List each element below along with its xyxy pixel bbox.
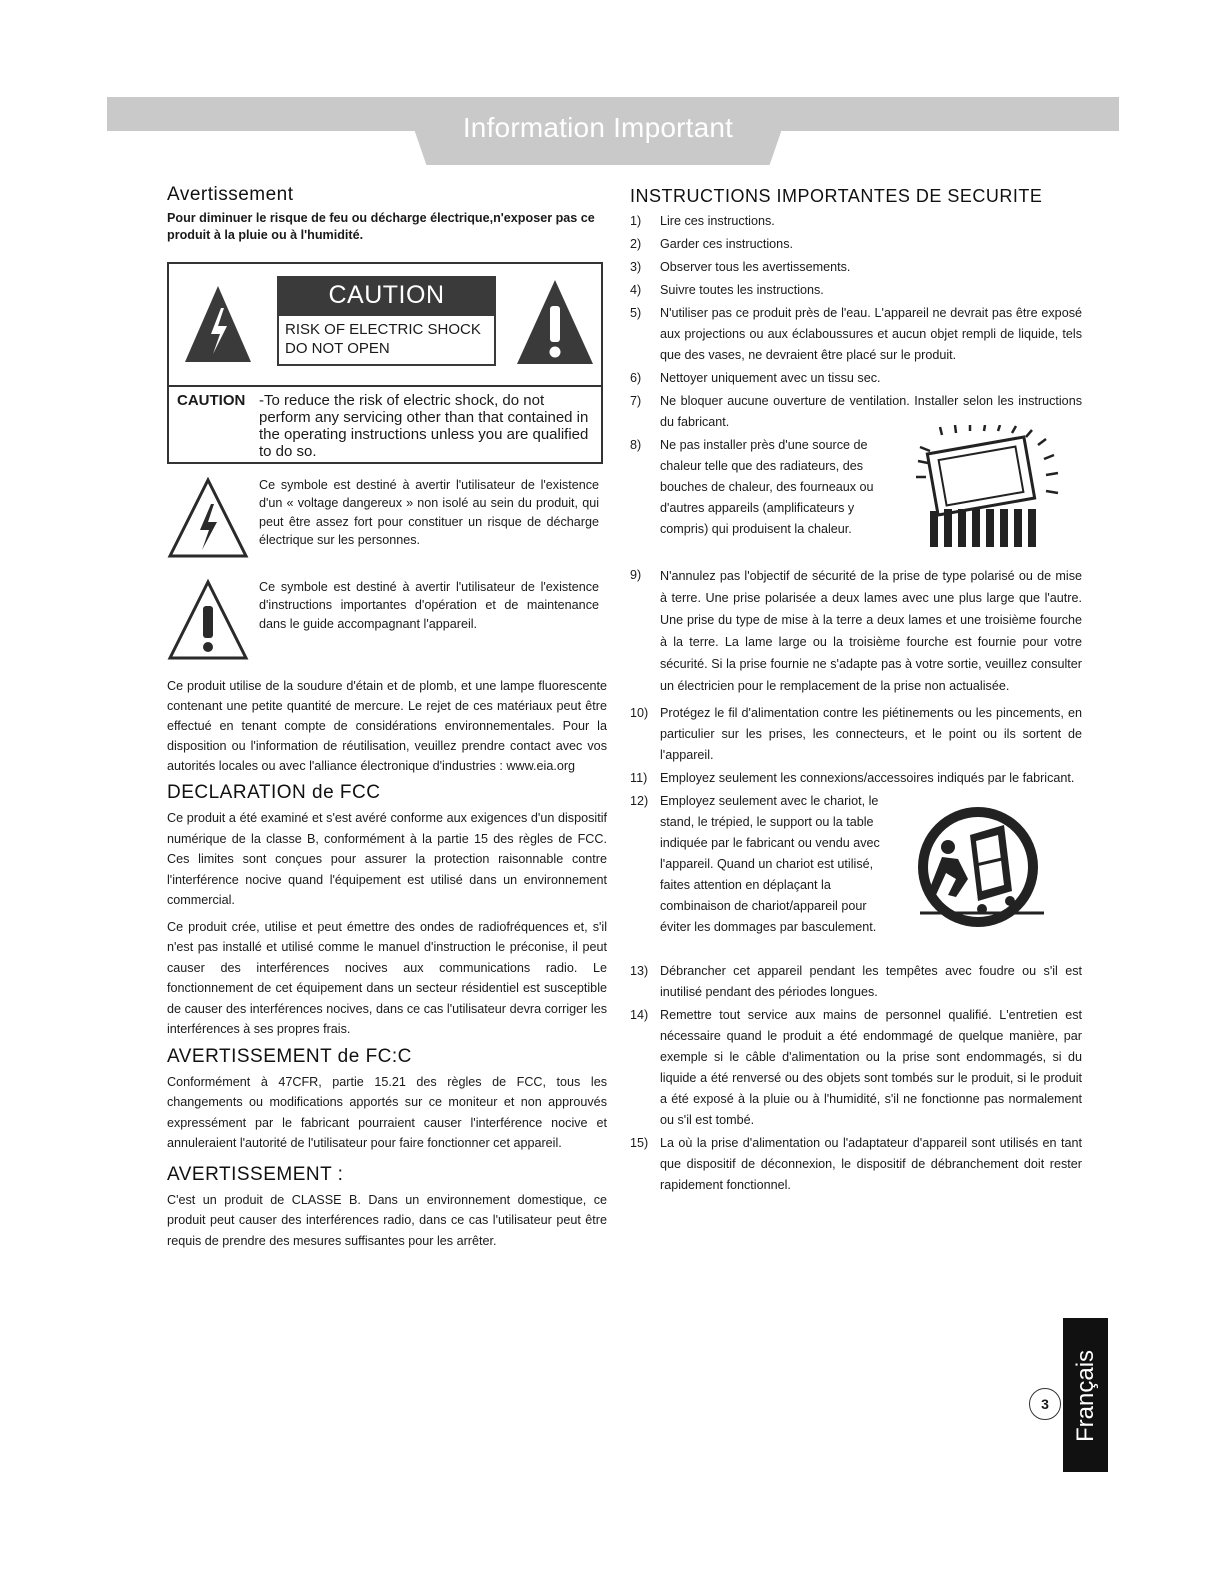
item-number: 13) bbox=[630, 964, 649, 978]
list-item bbox=[630, 234, 1082, 255]
warning2-text: C'est un produit de CLASSE B. Dans un environnement domestique, ce produit peut causer des interférences radio, dans ce cas l'utilisateur peut être requis de prendre des mesures suffisantes pour les arrêter. bbox=[167, 1192, 607, 1248]
item-number: 5) bbox=[630, 306, 642, 320]
item-number: 11) bbox=[630, 771, 648, 785]
fcc-heading: DECLARATION de FCC bbox=[167, 782, 381, 803]
fcc-paragraph-2: Ce produit crée, utilise et peut émettre des ondes de radiofréquences et, s'il n'est pas installé et utilisé comme le manuel d'instruction le préconise, il peut causer des interférences nocives aux communications radio. Le fonctionnement de cet équipement dans un secteur résidentiel est susceptible de causer des interférences nocives, dans ce cas l'utilisateur devra corriger les interférences à ses propres frais. bbox=[167, 919, 607, 1036]
safety-instructions-list bbox=[630, 211, 1082, 1196]
list-item bbox=[630, 703, 1082, 766]
item-number: 6) bbox=[630, 371, 642, 385]
symbol-lightning-row bbox=[167, 476, 607, 572]
item-number: 15) bbox=[630, 1136, 649, 1150]
item-number: 3) bbox=[630, 260, 642, 274]
list-item bbox=[630, 961, 1082, 1003]
item-text: N'utiliser pas ce produit près de l'eau. L'appareil ne devrait pas être exposé aux projections ou aux éclaboussures et aucun objet rempli de liquide, tels que des vases, ne devraient être placé sur le produit. bbox=[660, 306, 1082, 362]
item-text: Employez seulement avec le chariot, le stand, le trépied, le support ou la table indiquée par le fabricant ou vendu avec l'appareil. Quand un chariot est utilisé, faites attention en déplaçant la combinaison de chariot/appareil pour éviter les dommages par basculement. bbox=[660, 794, 880, 934]
list-item bbox=[630, 435, 1082, 563]
item-number: 14) bbox=[630, 1008, 649, 1022]
language-tab-label: Français bbox=[1072, 1349, 1099, 1443]
symbol-lightning-text: Ce symbole est destiné à avertir l'utilisateur de l'existence d'un « voltage dangereux » non isolé au sein du produit, qui peut être assez fort pour constituer un risque de décharge électrique sur les personnes. bbox=[259, 478, 599, 547]
item-text: La où la prise d'alimentation ou l'adaptateur d'appareil sont utilisés en tant que dispositif de déconnexion, le dispositif de débranchement doit rester rapidement fonctionnel. bbox=[660, 1136, 1082, 1192]
heat-source-illustration bbox=[912, 425, 1068, 549]
list-item bbox=[630, 257, 1082, 278]
fcc-warning-text: Conformément à 47CFR, partie 15.21 des règles de FCC, tous les changements ou modifications apportés sur ce moniteur et non approuvés expressément par le fabricant pourraient causer l'interférence nocive et annuleraient l'autorité de l'utilisateur pour faire fonctionner cet appareil. bbox=[167, 1074, 607, 1150]
caution-subtext bbox=[277, 314, 496, 366]
item-number: 9) bbox=[630, 568, 642, 582]
item-text: Employez seulement les connexions/accessoires indiqués par le fabricant. bbox=[660, 771, 1075, 785]
caution-header: CAUTION bbox=[277, 276, 496, 314]
item-number: 7) bbox=[630, 394, 642, 408]
item-text: Ne pas installer près d'une source de chaleur telle que des radiateurs, des bouches de chaleur, des fourneaux ou d'autres appareils (amplificateurs y compris) qui produisent la chaleur. bbox=[660, 438, 874, 536]
left-column bbox=[167, 184, 607, 1257]
lightning-triangle-icon bbox=[167, 476, 249, 560]
list-item bbox=[630, 565, 1082, 697]
caution-sub-line2: DO NOT OPEN bbox=[285, 340, 390, 357]
list-item bbox=[630, 768, 1082, 789]
item-number: 12) bbox=[630, 794, 649, 808]
list-item bbox=[630, 303, 1082, 366]
caution-box bbox=[167, 262, 603, 464]
item-text: Garder ces instructions. bbox=[660, 237, 793, 251]
item-text: Nettoyer uniquement avec un tissu sec. bbox=[660, 371, 881, 385]
warning-heading: Avertissement bbox=[167, 184, 294, 205]
exclamation-triangle-icon bbox=[167, 578, 249, 662]
list-item bbox=[630, 1005, 1082, 1131]
item-number: 10) bbox=[630, 706, 649, 720]
caution-divider bbox=[169, 385, 601, 387]
page-number: 3 bbox=[1029, 1388, 1061, 1420]
list-item bbox=[630, 1133, 1082, 1196]
list-item bbox=[630, 211, 1082, 232]
item-text: Débrancher cet appareil pendant les tempêtes avec foudre ou s'il est inutilisé pendant des périodes longues. bbox=[660, 964, 1082, 999]
caution-instruction-text: -To reduce the risk of electric shock, do not perform any servicing other than that contained in the operating instructions unless you are qualified to do so. bbox=[259, 392, 589, 460]
list-item bbox=[630, 368, 1082, 389]
caution-label: CAUTION bbox=[177, 392, 246, 409]
item-text: Lire ces instructions. bbox=[660, 214, 775, 228]
fcc-paragraph-1: Ce produit a été examiné et s'est avéré conforme aux exigences d'un dispositif numérique de la classe B, conformément à la partie 15 des règles de FCC. Ces limites sont conçues pour assurer la protection raisonnable contre l'interférence nocive quand l'équipement est utilisé dans un environnement commercial. bbox=[167, 811, 607, 907]
warning2-heading: AVERTISSEMENT : bbox=[167, 1163, 344, 1185]
lightning-warning-icon bbox=[183, 284, 253, 364]
right-column bbox=[630, 186, 1082, 1198]
item-number: 1) bbox=[630, 214, 642, 228]
item-number: 8) bbox=[630, 438, 642, 452]
caution-sub-line1: RISK OF ELECTRIC SHOCK bbox=[285, 321, 481, 338]
item-text: N'annulez pas l'objectif de sécurité de la prise de type polarisé ou de mise à terre. Une prise polarisée a deux lames avec une plus large que l'autre. Une prise du type de mise à la terre a deux lames et une troisième fourche à la terre. La lame large ou la troisième fourche est fournie pour votre sécurité. Si la prise fournie ne s'adapte pas à votre sortie, veuillez consulter un électricien pour le remplacement de la prise non actualisée. bbox=[660, 569, 1082, 693]
symbol-exclamation-row bbox=[167, 578, 607, 670]
fcc-warning-heading: AVERTISSEMENT de FC:C bbox=[167, 1045, 412, 1067]
item-text: Observer tous les avertissements. bbox=[660, 260, 851, 274]
caution-box-top bbox=[169, 264, 601, 384]
item-number: 4) bbox=[630, 283, 642, 297]
lead-disposal-text: Ce produit utilise de la soudure d'étain et de plomb, et une lampe fluorescente contenant une petite quantité de mercure. Le rejet de ces matériaux peut être effectué en tenant compte de considérations environnementales. Pour la disposition ou l'information de réutilisation, veuillez prendre contact avec vos autorités locales ou avec l'alliance électronique d'industries : www.eia.org bbox=[167, 679, 607, 773]
item-text: Ne bloquer aucune ouverture de ventilation. Installer selon les instructions du fabricant. bbox=[660, 394, 1082, 429]
item-text: Remettre tout service aux mains de personnel qualifié. L'entretien est nécessaire quand le produit a été endommagé de quelque manière, par exemple si le câble d'alimentation ou la prise sont endommagés, si du liquide a été renversé ou des objets sont tombés sur le produit, si le produit a été exposé à la pluie ou à l'humidité, s'il ne fonctionne pas normalement ou s'il est tombé. bbox=[660, 1008, 1082, 1127]
item-text: Protégez le fil d'alimentation contre les piétinements ou les pincements, en particulier sur les prises, les connecteurs, et le point ou ils sortent de l'appareil. bbox=[660, 706, 1082, 762]
warning-text: Pour diminuer le risque de feu ou décharge électrique,n'exposer pas ce produit à la pluie ou à l'humidité. bbox=[167, 211, 595, 242]
symbol-exclamation-text: Ce symbole est destiné à avertir l'utilisateur de l'existence d'instructions importantes d'opération et de maintenance dans le guide accompagnant l'appareil. bbox=[259, 580, 599, 631]
caution-instruction bbox=[177, 392, 589, 460]
item-number: 2) bbox=[630, 237, 642, 251]
list-item bbox=[630, 280, 1082, 301]
safety-instructions-heading: INSTRUCTIONS IMPORTANTES DE SECURITE bbox=[630, 186, 1043, 206]
exclamation-warning-icon bbox=[515, 278, 595, 366]
cart-tipover-warning-icon bbox=[912, 801, 1052, 933]
list-item bbox=[630, 791, 1082, 957]
item-text: Suivre toutes les instructions. bbox=[660, 283, 824, 297]
page-title: Information Important bbox=[462, 112, 734, 143]
